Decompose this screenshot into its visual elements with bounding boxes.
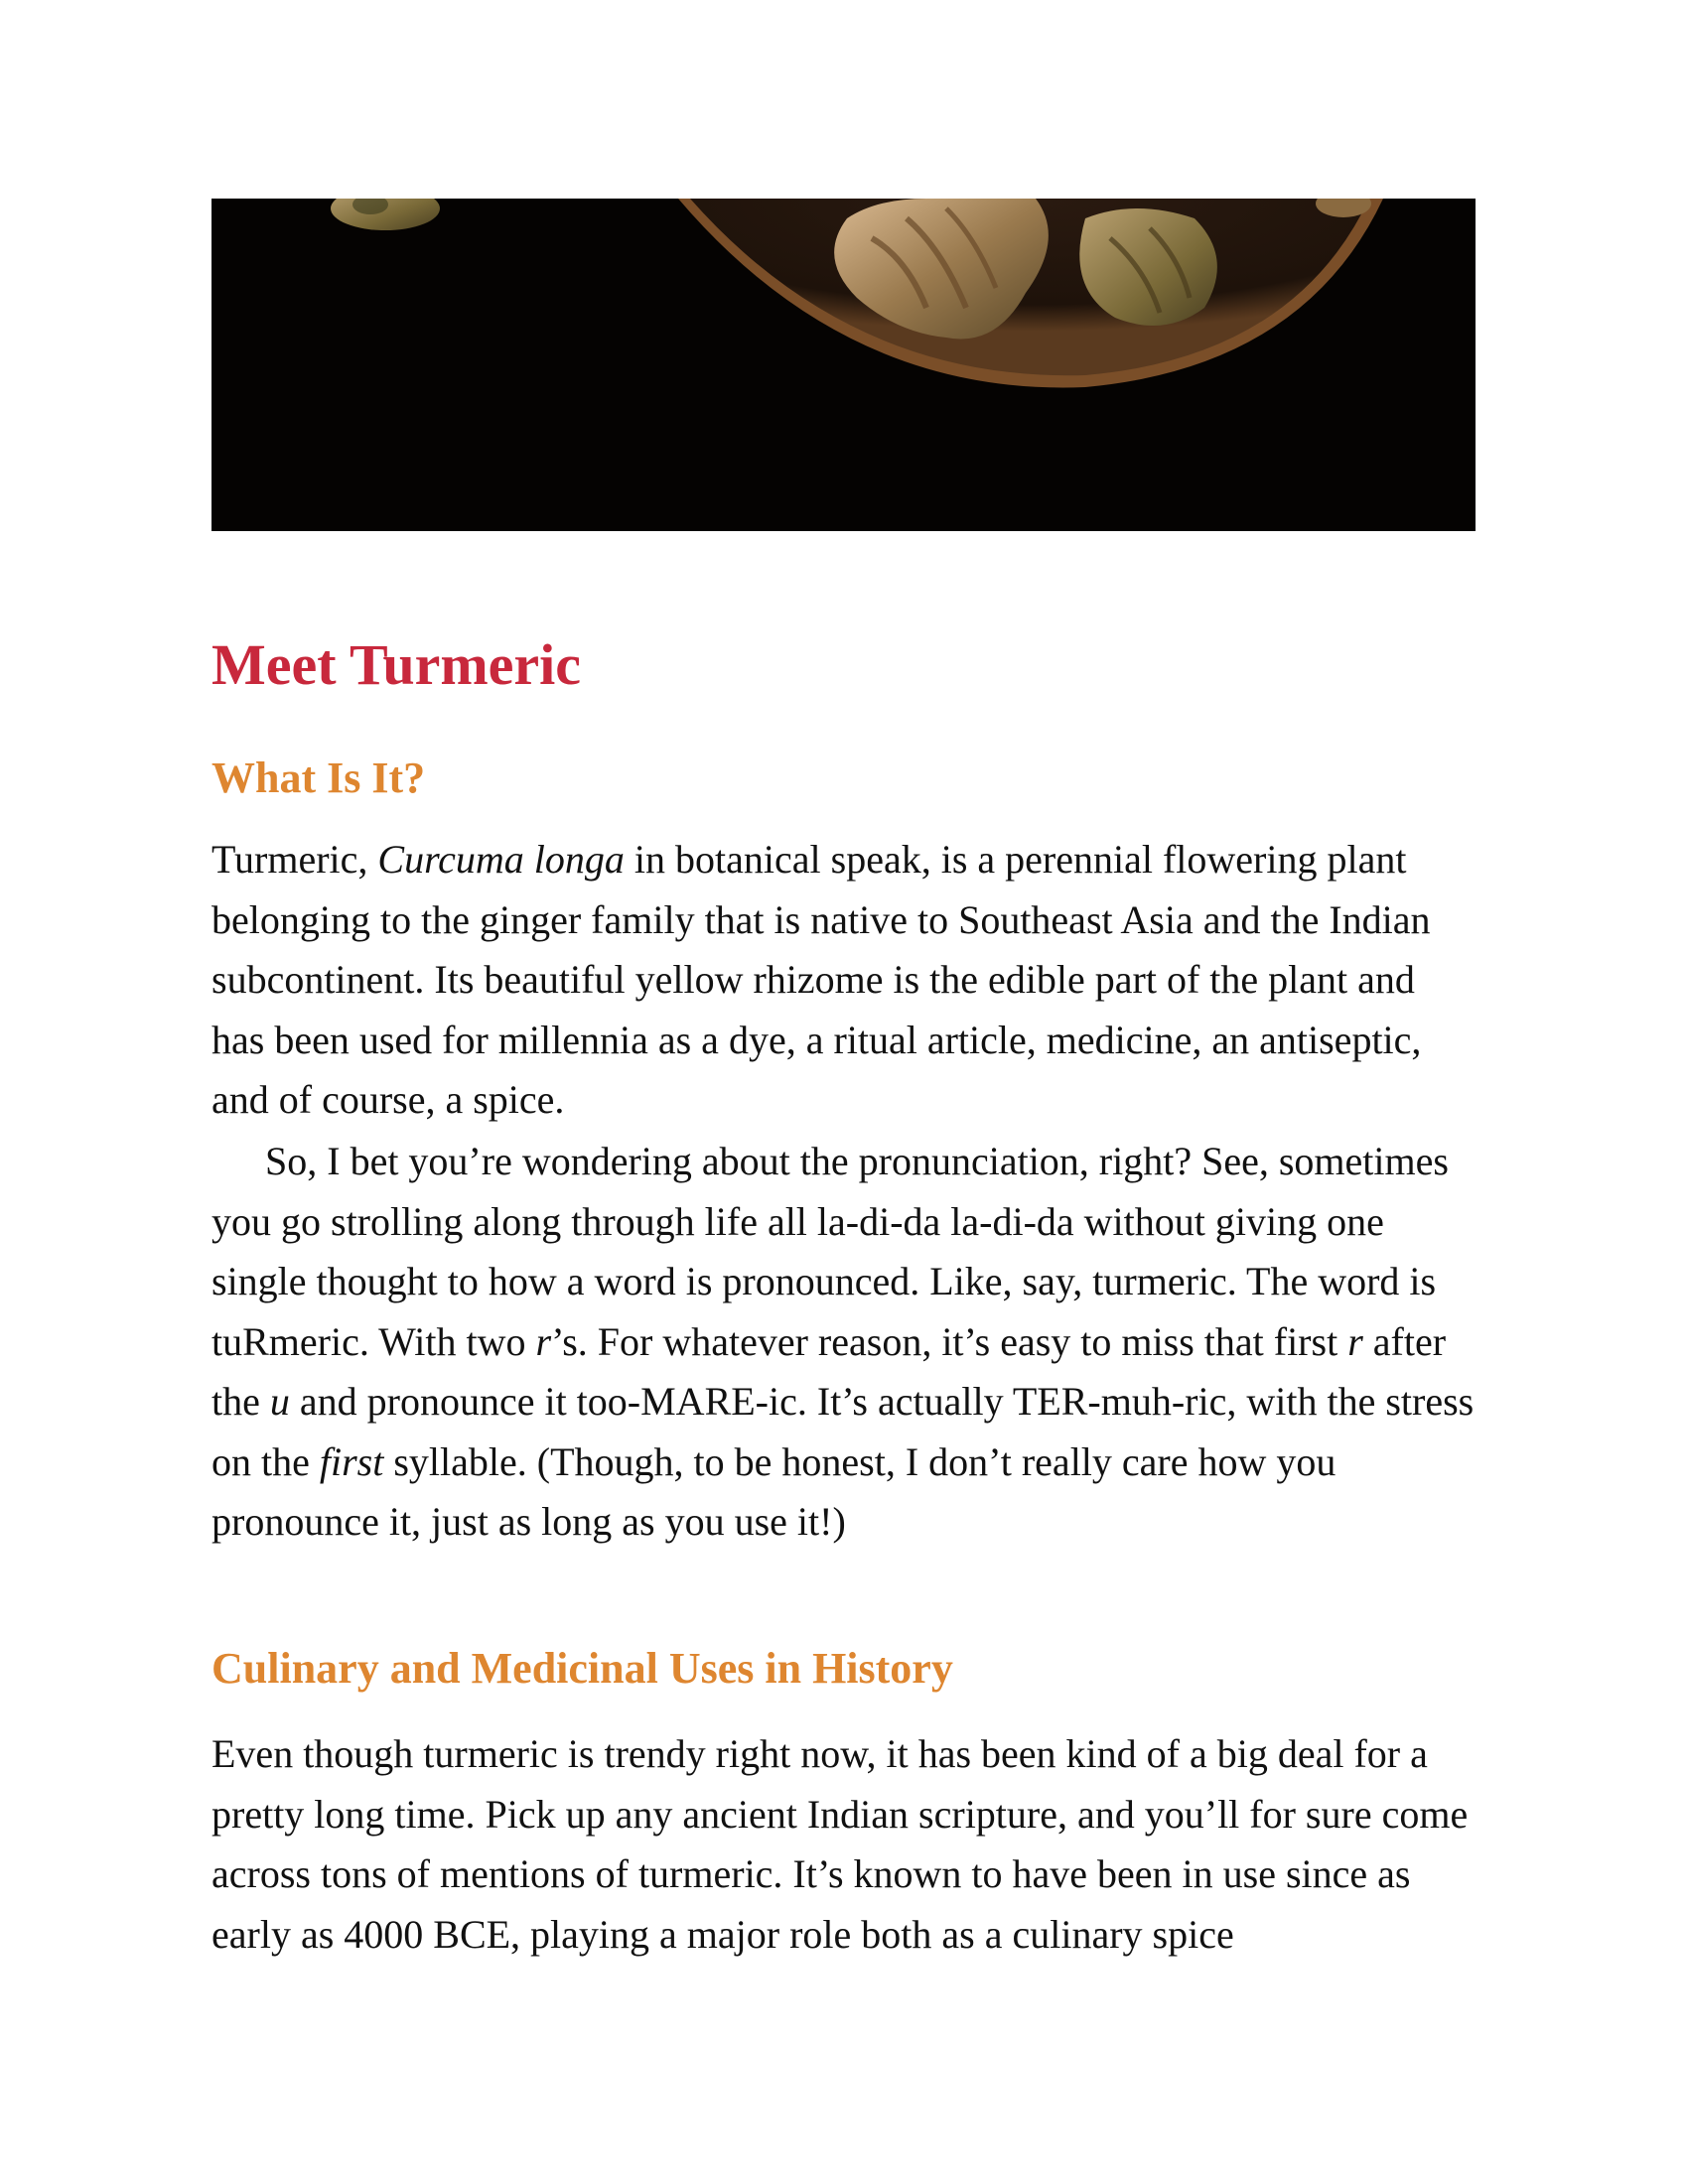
page-title: Meet Turmeric [211, 632, 582, 697]
paragraph-culinary-history: Even though turmeric is trendy right now, it has been kind of a big deal for a pretty long time. Pick up any ancient Indian scripture, and you’ll for sure come across tons of mentions of turmeric. It’s known to have been in use since as early as 4000 BCE, playing a major role both as a culinary spice [211, 1731, 1469, 1957]
paragraph-pronunciation: So, I bet you’re wondering about the pronunciation, right? See, sometimes you go strolling along through life all la-di-da la-di-da without giving one single thought to how a word is pronounced. Like, say, turmeric. The word is tuRmeric. With two r’s. For whatever reason, it’s easy to miss that first r after the u and pronounce it too-MARE-ic. It’s actually TER-muh-ric, with the stress on the first syllable. (Though, to be honest, I don’t really care how you pronounce it, just as long as you use it!) [211, 1139, 1475, 1544]
section-heading-what-is-it: What Is It? [211, 753, 426, 802]
section-heading-culinary-history: Culinary and Medicinal Uses in History [211, 1644, 953, 1693]
paragraph-what-is-it: Turmeric, Curcuma longa in botanical speak, is a perennial flowering plant belonging to the ginger family that is native to Southeast Asia and the Indian subcontinent. Its beautiful yellow rhizome is the edible part of the plant and has been used for millennia as a dye, a ritual article, medicine, an antiseptic, and of course, a spice. [211, 837, 1431, 1122]
hero-image [211, 199, 1476, 531]
turmeric-rhizomes-photo [211, 199, 1476, 531]
